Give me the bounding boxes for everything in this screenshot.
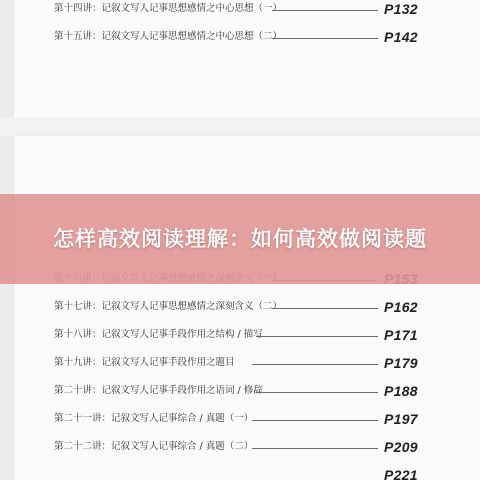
toc-entry: [0, 0, 480, 20]
toc-entry: [0, 438, 480, 458]
toc-entry: [0, 354, 480, 374]
page-gap: [0, 118, 480, 136]
toc-entry: [0, 298, 480, 318]
toc-leader-line: [252, 364, 378, 365]
toc-entry-title: 第十八讲：记叙文写人记事手段作用之结构 / 描写: [54, 329, 263, 340]
toc-entry-page: P132: [384, 1, 418, 17]
toc-entry-page: P221: [384, 467, 418, 480]
toc-entry-title: 第十四讲：记叙文写人记事思想感情之中心思想（一）: [54, 3, 283, 14]
toc-entry-title: 第十五讲：记叙文写人记事思想感情之中心思想（二）: [54, 31, 283, 42]
toc-entry-title: 第二十一讲：记叙文写人记事综合 / 真题（一）: [54, 413, 254, 424]
toc-entry-title: 第二十讲：记叙文写人记事手段作用之语词 / 修辞: [54, 385, 263, 396]
toc-leader-line: [256, 392, 378, 393]
title-banner: [0, 194, 480, 284]
toc-entry-page: P162: [384, 299, 418, 315]
toc-entry-page: P142: [384, 29, 418, 45]
toc-entry: [0, 382, 480, 402]
toc-entry-title: 第十七讲：记叙文写人记事思想感情之深刻含义（二）: [54, 301, 283, 312]
toc-leader-line: [272, 308, 378, 309]
toc-leader-line: [256, 336, 378, 337]
toc-entry: [0, 466, 480, 480]
toc-entry: [0, 410, 480, 430]
toc-entry-page: P171: [384, 327, 418, 343]
toc-entry-page: P209: [384, 439, 418, 455]
toc-entry: [0, 28, 480, 48]
banner-title: 怎样高效阅读理解：如何高效做阅读题: [53, 227, 427, 251]
toc-entry-page: P179: [384, 355, 418, 371]
toc-leader-line: [252, 420, 378, 421]
toc-leader-line: [252, 448, 378, 449]
toc-leader-line: [272, 38, 378, 39]
toc-entry: [0, 326, 480, 346]
toc-entry-page: P197: [384, 411, 418, 427]
toc-entry-title: 第十九讲：记叙文写人记事手段作用之题目: [54, 357, 235, 368]
toc-entry-page: P188: [384, 383, 418, 399]
toc-leader-line: [272, 10, 378, 11]
toc-entry-title: 第二十二讲：记叙文写人记事综合 / 真题（二）: [54, 441, 254, 452]
